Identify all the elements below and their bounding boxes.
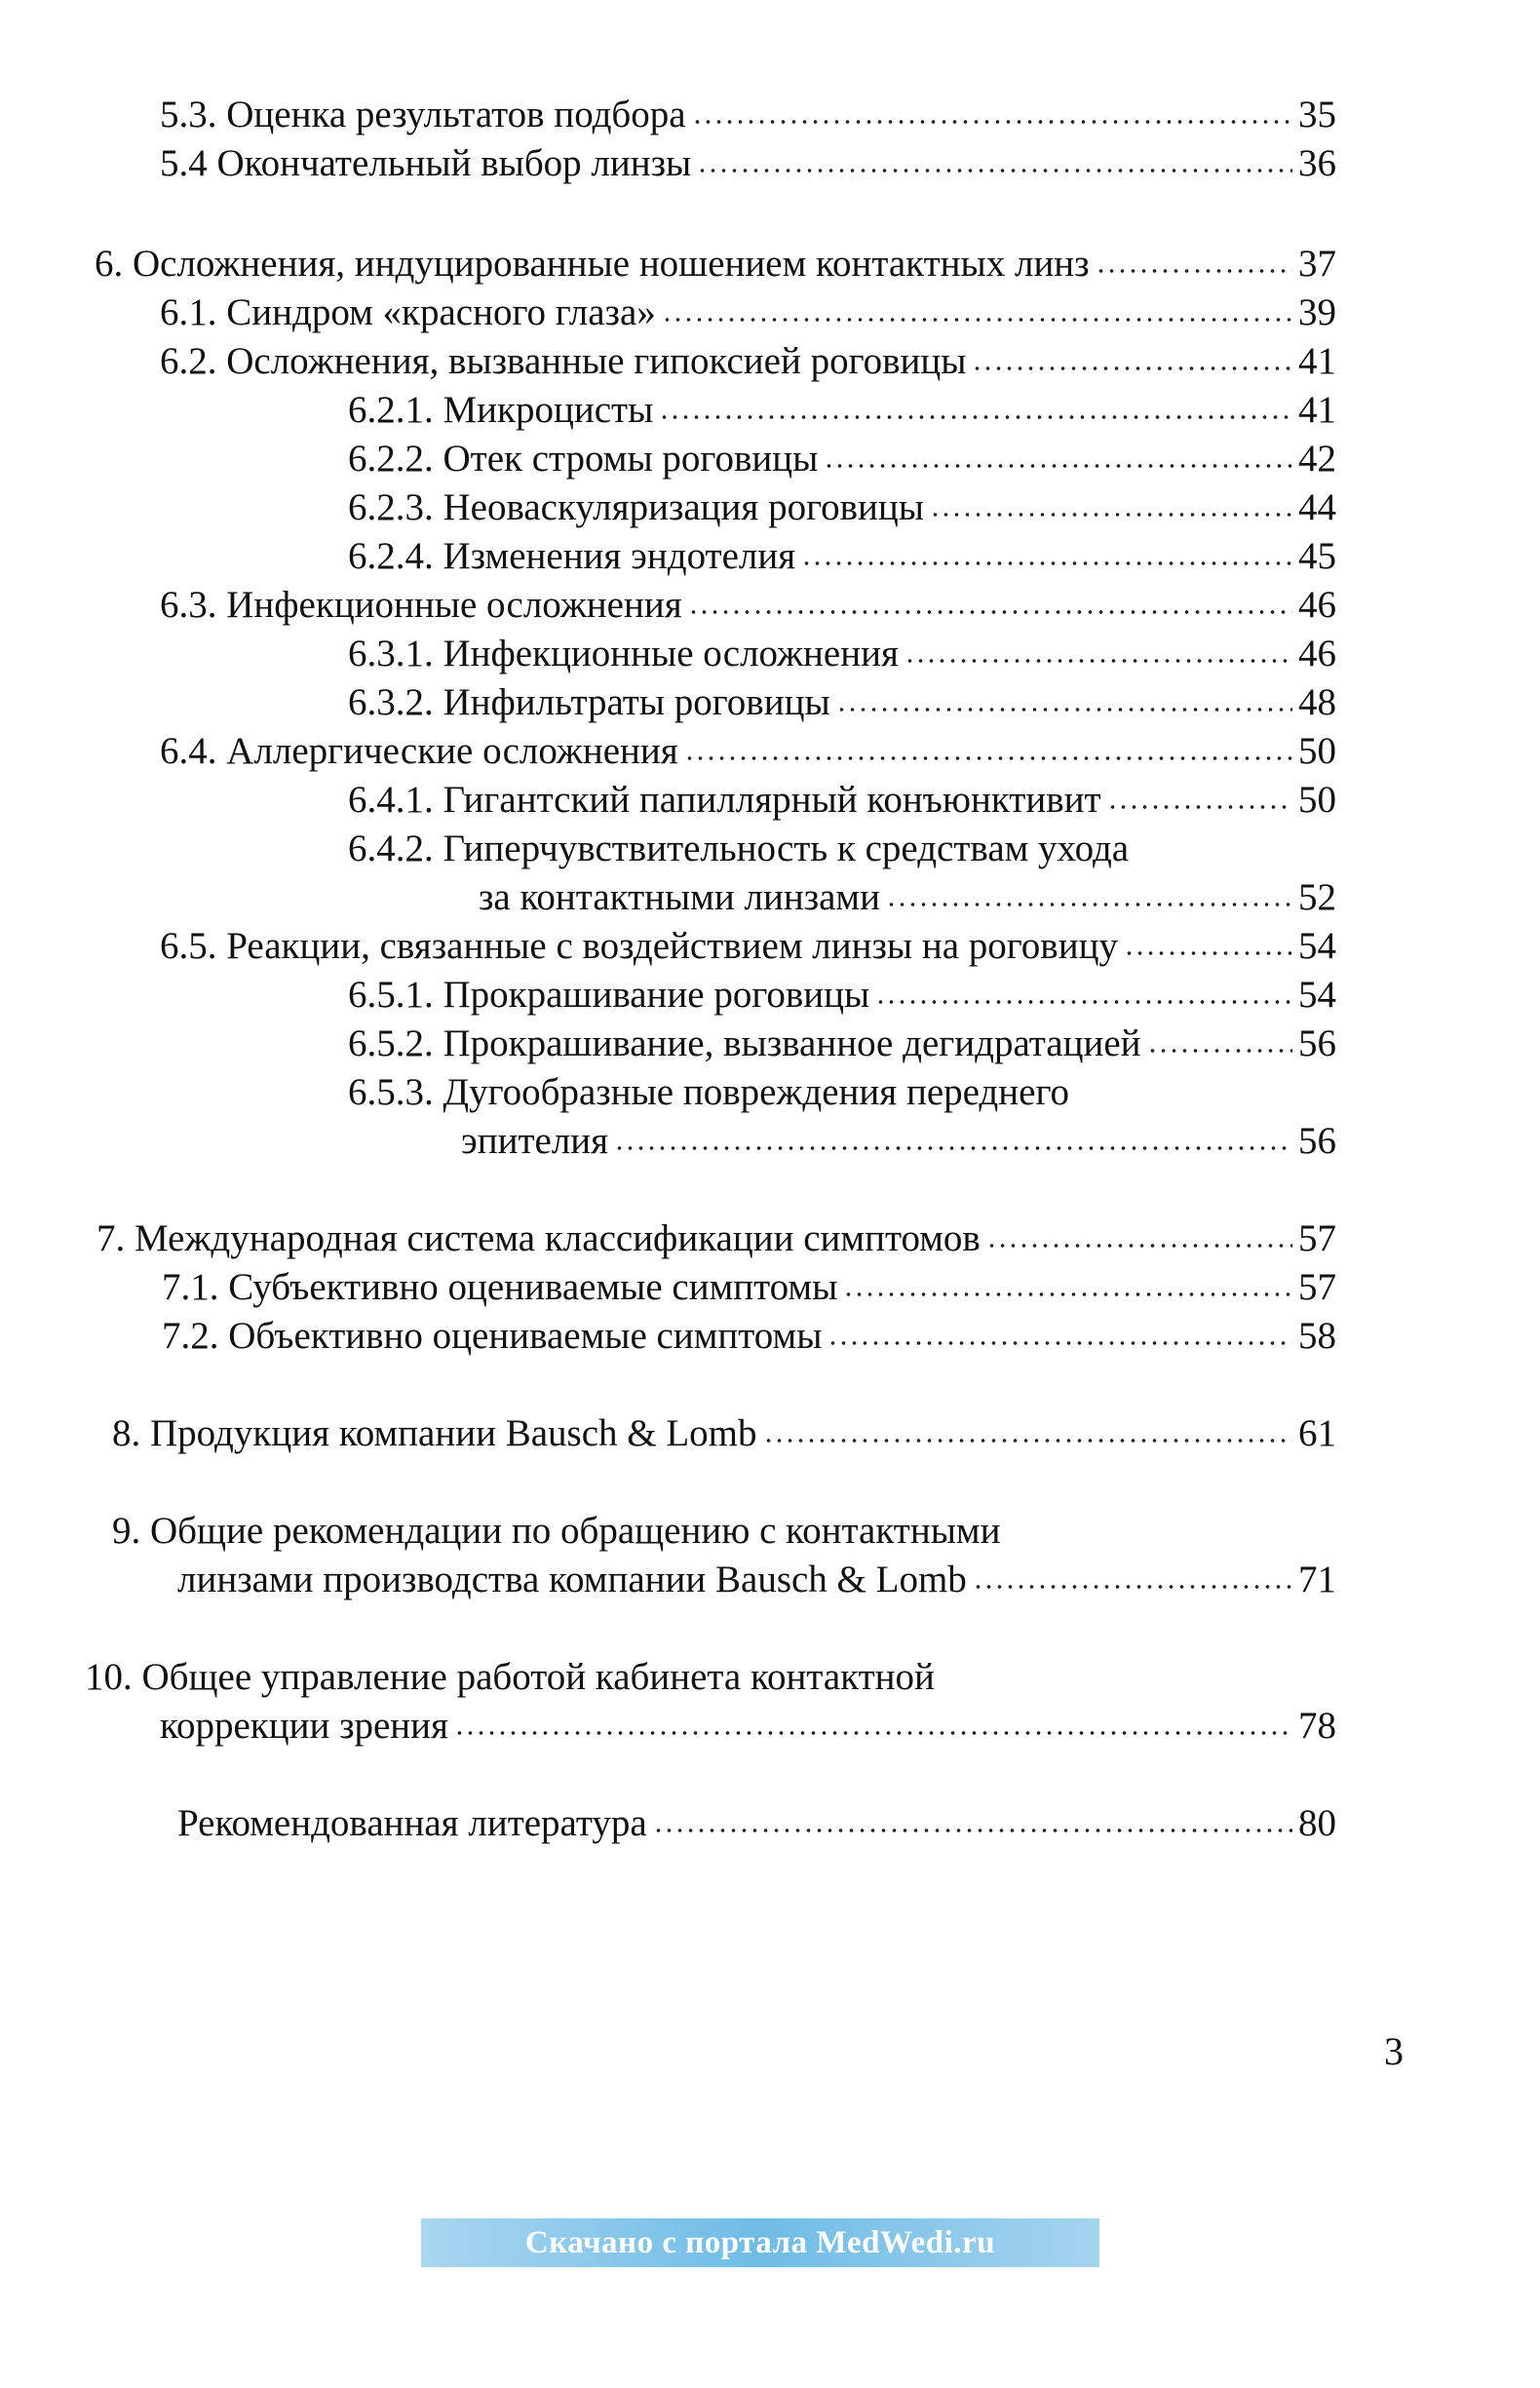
toc-entry-title: 6.3.1. Инфекционные осложнения: [348, 633, 899, 674]
toc-entry-title: 6.4.1. Гигантский папиллярный конъюнктивит: [348, 779, 1101, 821]
toc-entry-page: 35: [1298, 94, 1336, 135]
toc-entry-title: 6.3. Инфекционные осложнения: [160, 584, 682, 626]
toc-entry-6-5-1: [348, 971, 1336, 1020]
toc-entry-title: 6.2.2. Отек стромы роговицы: [348, 438, 819, 480]
toc-entry-6-5-2: [348, 1020, 1336, 1068]
toc-entry-6-5-3: [348, 1068, 1069, 1117]
leader-dots: [659, 412, 1292, 422]
toc-entry-title: 7.2. Объективно оцениваемые симптомы: [162, 1315, 823, 1357]
leader-dots: [1124, 948, 1292, 958]
toc-entry-title: линзами производства компании Bausch & Lomb: [177, 1559, 967, 1600]
leader-dots: [653, 1826, 1292, 1835]
toc-entry-6: [95, 240, 1336, 289]
toc-entry-6-2-2: [348, 435, 1336, 483]
toc-entry-7: [96, 1214, 1336, 1263]
toc-entry-page: 78: [1298, 1705, 1336, 1747]
leader-dots: [836, 705, 1292, 714]
leader-dots: [875, 997, 1292, 1007]
toc-entry-page: 54: [1298, 925, 1336, 967]
toc-entry-title: 6.1. Синдром «красного глаза»: [160, 291, 656, 333]
toc-entry-title: 7. Международная система классификации симптомов: [96, 1217, 981, 1259]
page-number: 3: [1384, 2029, 1404, 2073]
toc-entry-page: 41: [1298, 389, 1336, 431]
watermark-banner: Скачано с портала MedWedi.ru: [421, 2218, 1099, 2267]
leader-dots: [697, 166, 1292, 175]
leader-dots: [454, 1728, 1292, 1738]
toc-entry-title: 7.1. Субъективно оцениваемые симптомы: [162, 1266, 838, 1308]
toc-entry-5-4: [160, 139, 1336, 188]
toc-entry-6-2-3: [348, 483, 1336, 532]
toc-entry-title: 6.4. Аллергические осложнения: [160, 730, 678, 772]
toc-entry-title: 6.2.3. Неоваскуляризация роговицы: [348, 486, 924, 528]
leader-dots: [1107, 802, 1292, 812]
leader-dots: [973, 1582, 1292, 1592]
leader-dots: [614, 1143, 1292, 1153]
toc-entry-page: 56: [1298, 1022, 1336, 1064]
toc-entry-title: 6.5. Реакции, связанные с воздействием линзы на роговицу: [160, 925, 1118, 967]
toc-entry-page: 50: [1298, 779, 1336, 821]
toc-entry-10: [85, 1653, 935, 1702]
toc-entry-title: 5.3. Оценка результатов подбора: [160, 94, 686, 135]
toc-entry-title: 6.2.1. Микроцисты: [348, 389, 654, 431]
toc-entry-page: 56: [1298, 1120, 1336, 1162]
leader-dots: [1096, 266, 1292, 276]
toc-entry-title: эпителия: [461, 1120, 609, 1162]
leader-dots: [801, 558, 1292, 568]
toc-entry-page: 44: [1298, 486, 1336, 528]
toc-entry-page: 52: [1298, 876, 1336, 918]
toc-entry-6-3-1: [348, 630, 1336, 678]
toc-entry-6-3-2: [348, 678, 1336, 727]
toc-entry-page: 39: [1298, 291, 1336, 333]
leader-dots: [905, 656, 1292, 666]
toc-entry-6-2: [160, 337, 1336, 386]
toc-entry-title: 10. Общее управление работой кабинета контактной: [85, 1656, 935, 1698]
leader-dots: [986, 1241, 1292, 1251]
toc-entry-page: 57: [1298, 1217, 1336, 1259]
toc-entry-title: 6.3.2. Инфильтраты роговицы: [348, 681, 830, 723]
toc-entry-6-4-2: [348, 825, 1129, 873]
leader-dots: [843, 1290, 1292, 1299]
toc-entry-7-1: [162, 1263, 1336, 1312]
toc-entry-page: 45: [1298, 535, 1336, 577]
toc-entry-title: за контактными линзами: [479, 876, 880, 918]
toc-entry-title: Рекомендованная литература: [177, 1802, 647, 1844]
toc-entry-page: 46: [1298, 633, 1336, 674]
toc-entry-6-2-4: [348, 532, 1336, 581]
toc-entry-page: 42: [1298, 438, 1336, 480]
toc-entry-6-3: [160, 581, 1336, 630]
toc-entry-title: 6.2.4. Изменения эндотелия: [348, 535, 796, 577]
toc-entry-6-5: [160, 922, 1336, 971]
toc-entry-title: 6.5.3. Дугообразные повреждения переднего: [348, 1071, 1069, 1113]
toc-entry-page: 41: [1298, 340, 1336, 382]
toc-entry-5-3: [160, 91, 1336, 139]
leader-dots: [1147, 1046, 1292, 1056]
toc-entry-6-2-1: [348, 386, 1336, 435]
toc-entry-8: [112, 1409, 1336, 1458]
leader-dots: [684, 753, 1292, 763]
toc-entry-page: 36: [1298, 142, 1336, 184]
leader-dots: [930, 510, 1292, 520]
toc-entry-title: 6. Осложнения, индуцированные ношением контактных линз: [95, 243, 1090, 285]
toc-entry-6-5-3-continued: [461, 1117, 1336, 1166]
toc-entry-page: 54: [1298, 974, 1336, 1016]
toc-entry-7-2: [162, 1312, 1336, 1361]
leader-dots: [688, 607, 1292, 617]
toc-entry-title: 9. Общие рекомендации по обращению с контактными: [112, 1510, 1001, 1552]
toc-entry-title: 5.4 Окончательный выбор линзы: [160, 142, 692, 184]
toc-entry-6-1: [160, 289, 1336, 337]
toc-entry-6-4-1: [348, 776, 1336, 825]
toc-entry-page: 58: [1298, 1315, 1336, 1357]
toc-entry-title: 6.5.2. Прокрашивание, вызванное дегидратацией: [348, 1022, 1141, 1064]
toc-entry-title: 6.5.1. Прокрашивание роговицы: [348, 974, 870, 1016]
toc-entry-title: 6.4.2. Гиперчувствительность к средствам ухода: [348, 828, 1130, 869]
toc-entry-page: 37: [1298, 243, 1336, 285]
toc-entry-title: 8. Продукция компании Bausch & Lomb: [112, 1412, 757, 1454]
toc-entry-page: 80: [1298, 1802, 1336, 1844]
toc-entry-9: [112, 1507, 1000, 1556]
toc-entry-10-continued: [160, 1702, 1336, 1751]
leader-dots: [692, 117, 1292, 127]
toc-entry-page: 71: [1298, 1559, 1336, 1600]
toc-entry-page: 57: [1298, 1266, 1336, 1308]
toc-entry-page: 50: [1298, 730, 1336, 772]
leader-dots: [824, 461, 1292, 471]
toc-entry-page: 46: [1298, 584, 1336, 626]
toc-entry-page: 48: [1298, 681, 1336, 723]
toc-entry-title: 6.2. Осложнения, вызванные гипоксией роговицы: [160, 340, 967, 382]
leader-dots: [763, 1436, 1292, 1445]
leader-dots: [662, 315, 1292, 325]
toc-entry-title: коррекции зрения: [160, 1705, 448, 1747]
toc-entry-references: [177, 1799, 1336, 1848]
leader-dots: [886, 900, 1292, 909]
leader-dots: [972, 364, 1292, 373]
leader-dots: [828, 1338, 1292, 1348]
toc-entry-9-continued: [177, 1556, 1336, 1604]
toc-entry-6-4-2-continued: [479, 873, 1336, 922]
toc-entry-page: 61: [1298, 1412, 1336, 1454]
toc-entry-6-4: [160, 727, 1336, 776]
